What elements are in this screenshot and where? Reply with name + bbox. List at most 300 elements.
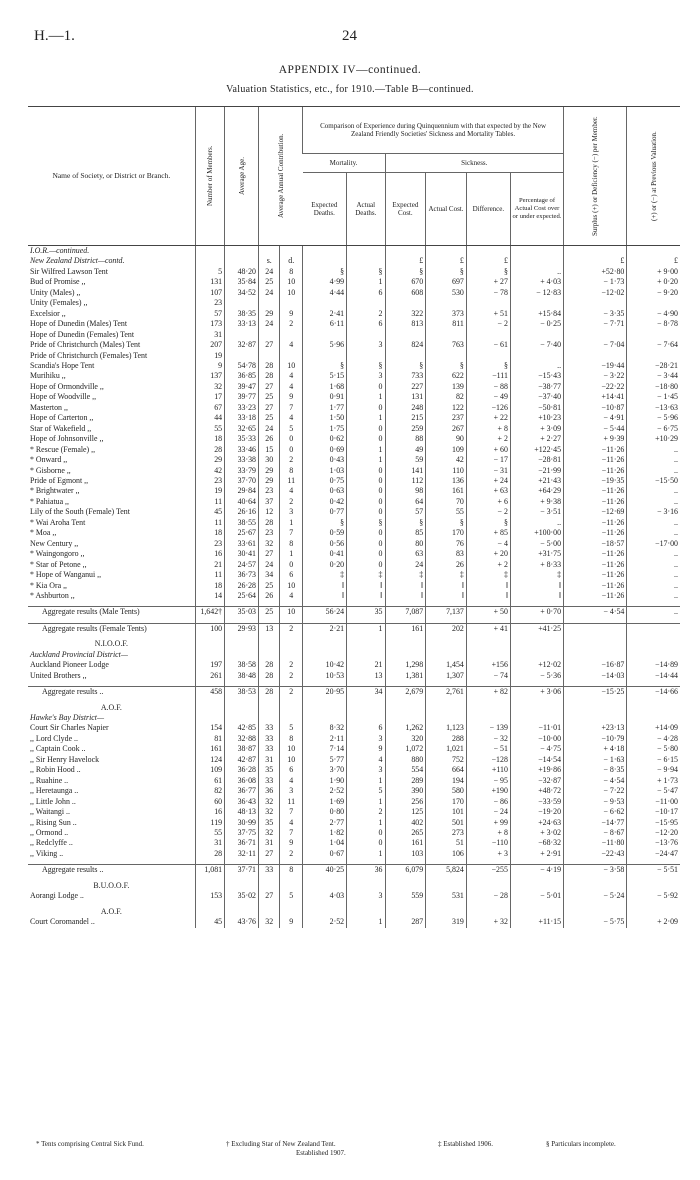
table-cell: +11·15 bbox=[510, 917, 563, 927]
table-cell: − 31 bbox=[466, 466, 510, 476]
table-cell: 38·58 bbox=[225, 660, 259, 670]
table-cell: 0 bbox=[347, 828, 385, 838]
table-cell: 9 bbox=[280, 309, 303, 319]
table-cell: + 6 bbox=[466, 497, 510, 507]
table-cell: 1 bbox=[347, 818, 385, 828]
table-cell: 33 bbox=[258, 865, 279, 876]
table-cell bbox=[303, 881, 347, 891]
table-cell: 4 bbox=[347, 755, 385, 765]
table-cell: 0 bbox=[347, 486, 385, 496]
table-cell bbox=[225, 298, 259, 308]
table-cell: 48·13 bbox=[225, 807, 259, 817]
header-previous: (+) or (−) at Previous Valuation. bbox=[627, 107, 680, 246]
table-cell bbox=[510, 246, 563, 257]
table-cell bbox=[627, 881, 680, 891]
table-row bbox=[28, 466, 680, 476]
table-cell: + 2·27 bbox=[510, 434, 563, 444]
table-row bbox=[28, 818, 680, 828]
table-cell: + 32 bbox=[466, 917, 510, 927]
table-cell: − 5·36 bbox=[510, 671, 563, 681]
table-row bbox=[28, 807, 680, 817]
table-cell: −13·76 bbox=[627, 838, 680, 848]
table-cell: 38·48 bbox=[225, 671, 259, 681]
table-cell: § bbox=[385, 518, 426, 528]
table-cell bbox=[466, 881, 510, 891]
table-cell: −11·00 bbox=[627, 797, 680, 807]
table-cell: 4·99 bbox=[303, 277, 347, 287]
table-cell: − 9·20 bbox=[627, 288, 680, 298]
table-cell: 0 bbox=[347, 382, 385, 392]
table-cell: − 74 bbox=[466, 671, 510, 681]
table-cell: 10 bbox=[280, 744, 303, 754]
table-cell: ‖ bbox=[466, 591, 510, 601]
header-contribution: Average Annual Contribution. bbox=[258, 107, 302, 246]
table-cell: 1·03 bbox=[303, 466, 347, 476]
table-cell: 161 bbox=[195, 744, 224, 754]
table-cell bbox=[466, 351, 510, 361]
table-cell: 531 bbox=[426, 891, 467, 901]
table-cell: − 32 bbox=[466, 734, 510, 744]
table-cell: 51 bbox=[426, 838, 467, 848]
table-cell: −50·81 bbox=[510, 403, 563, 413]
table-cell: 289 bbox=[385, 776, 426, 786]
table-cell: 34·52 bbox=[225, 288, 259, 298]
table-cell: +12·02 bbox=[510, 660, 563, 670]
table-cell: 5 bbox=[280, 723, 303, 733]
table-cell: 580 bbox=[426, 786, 467, 796]
table-cell: 23 bbox=[195, 298, 224, 308]
table-cell: − 1·63 bbox=[564, 755, 627, 765]
table-cell: 215 bbox=[385, 413, 426, 423]
table-cell: 81 bbox=[195, 734, 224, 744]
table-cell: − 49 bbox=[466, 392, 510, 402]
table-cell bbox=[385, 713, 426, 723]
table-cell: 29 bbox=[258, 466, 279, 476]
table-cell: 559 bbox=[385, 891, 426, 901]
table-cell: £ bbox=[564, 256, 627, 266]
row-label: Pride of Christchurch (Males) Tent bbox=[30, 340, 141, 350]
header-surplus: Surplus (+) or Deficiency (−) per Member. bbox=[564, 107, 627, 246]
table-cell: 5 bbox=[280, 891, 303, 901]
table-cell: 36·85 bbox=[225, 371, 259, 381]
table-cell bbox=[385, 351, 426, 361]
table-cell: 42·87 bbox=[225, 755, 259, 765]
table-cell bbox=[564, 650, 627, 660]
table-cell: 273 bbox=[426, 828, 467, 838]
table-cell: 0 bbox=[347, 434, 385, 444]
table-cell: + 2 bbox=[466, 434, 510, 444]
table-cell: § bbox=[466, 267, 510, 277]
table-cell: £ bbox=[627, 256, 680, 266]
header-name: Name of Society, or District or Branch. bbox=[28, 107, 195, 246]
table-cell: 35·84 bbox=[225, 277, 259, 287]
table-cell bbox=[510, 330, 563, 340]
table-cell: .. bbox=[627, 591, 680, 601]
table-cell: 25·67 bbox=[225, 528, 259, 538]
table-cell: − 6·62 bbox=[564, 807, 627, 817]
table-cell: § bbox=[426, 518, 467, 528]
table-row bbox=[28, 723, 680, 733]
table-cell: 33·13 bbox=[225, 319, 259, 329]
table-cell: 37·71 bbox=[225, 865, 259, 876]
row-label: Hope of Dunedin (Males) Tent bbox=[30, 319, 128, 329]
table-cell: −11·26 bbox=[564, 455, 627, 465]
row-label: Unity (Females) ,, bbox=[30, 298, 88, 308]
table-row bbox=[28, 382, 680, 392]
table-cell: 0·62 bbox=[303, 434, 347, 444]
table-cell: 4 bbox=[280, 776, 303, 786]
table-cell: 752 bbox=[426, 755, 467, 765]
table-cell: 1·82 bbox=[303, 828, 347, 838]
table-cell: 2 bbox=[280, 671, 303, 681]
table-cell: 4 bbox=[280, 382, 303, 392]
table-cell: 0 bbox=[280, 560, 303, 570]
table-cell: 0·67 bbox=[303, 849, 347, 859]
table-cell: 227 bbox=[385, 382, 426, 392]
table-cell: 29 bbox=[258, 476, 279, 486]
table-cell: 608 bbox=[385, 288, 426, 298]
row-label: ,, Waitangi .. bbox=[30, 807, 70, 817]
table-cell: 1,454 bbox=[426, 660, 467, 670]
table-cell: 33·79 bbox=[225, 466, 259, 476]
table-cell bbox=[280, 907, 303, 917]
table-cell: 0·41 bbox=[303, 549, 347, 559]
table-cell: −10·87 bbox=[564, 403, 627, 413]
table-cell: 33 bbox=[258, 734, 279, 744]
table-cell: − 8·67 bbox=[564, 828, 627, 838]
table-cell: 8 bbox=[280, 539, 303, 549]
table-cell: 25 bbox=[258, 581, 279, 591]
table-cell: 554 bbox=[385, 765, 426, 775]
table-cell: .. bbox=[627, 528, 680, 538]
table-cell: 733 bbox=[385, 371, 426, 381]
table-row bbox=[28, 570, 680, 580]
table-cell: 43·76 bbox=[225, 917, 259, 927]
table-cell: 1·77 bbox=[303, 403, 347, 413]
table-cell: 1,262 bbox=[385, 723, 426, 733]
table-cell: 13 bbox=[347, 671, 385, 681]
table-cell: − 5·51 bbox=[627, 865, 680, 876]
table-cell: § bbox=[466, 361, 510, 371]
table-cell: ‡ bbox=[426, 570, 467, 580]
table-cell: 0 bbox=[280, 445, 303, 455]
table-cell: 824 bbox=[385, 340, 426, 350]
table-cell: 2 bbox=[280, 849, 303, 859]
table-cell: 2,679 bbox=[385, 687, 426, 698]
table-cell: 2·11 bbox=[303, 734, 347, 744]
table-row bbox=[28, 539, 680, 549]
table-cell: .. bbox=[627, 445, 680, 455]
row-label: Aggregate results .. bbox=[28, 865, 195, 876]
table-cell bbox=[258, 351, 279, 361]
row-label: Aorangi Lodge .. bbox=[30, 891, 84, 901]
table-cell: −15·95 bbox=[627, 818, 680, 828]
table-cell: + 3·09 bbox=[510, 424, 563, 434]
row-label: Pride of Egmont ,, bbox=[30, 475, 89, 485]
table-cell: + 27 bbox=[466, 277, 510, 287]
table-cell: − 5·01 bbox=[510, 891, 563, 901]
table-cell: −111 bbox=[466, 371, 510, 381]
row-label: * Pahiatua ,, bbox=[30, 496, 70, 506]
table-cell: 82 bbox=[195, 786, 224, 796]
table-cell: 27 bbox=[258, 382, 279, 392]
table-cell: 0·56 bbox=[303, 539, 347, 549]
table-cell: 36·71 bbox=[225, 838, 259, 848]
table-cell: 3 bbox=[280, 507, 303, 517]
table-row bbox=[28, 744, 680, 754]
header-expected-deaths: Expected Deaths. bbox=[303, 173, 347, 246]
table-cell bbox=[195, 881, 224, 891]
table-cell: 8 bbox=[280, 466, 303, 476]
table-cell: 0 bbox=[347, 549, 385, 559]
table-row bbox=[28, 891, 680, 901]
table-cell bbox=[627, 298, 680, 308]
table-cell: 3 bbox=[347, 765, 385, 775]
table-cell bbox=[466, 650, 510, 660]
table-row bbox=[28, 639, 680, 649]
table-cell: 44 bbox=[195, 413, 224, 423]
table-cell: 5·15 bbox=[303, 371, 347, 381]
table-cell: d. bbox=[280, 256, 303, 266]
row-label bbox=[28, 246, 195, 257]
table-cell: − 5·44 bbox=[564, 424, 627, 434]
row-label: ,, Viking .. bbox=[30, 848, 64, 858]
table-cell bbox=[510, 907, 563, 917]
table-cell: − 3·58 bbox=[564, 865, 627, 876]
table-cell bbox=[510, 298, 563, 308]
row-label: ,, Ormond .. bbox=[30, 828, 69, 838]
table-cell: − 6·15 bbox=[627, 755, 680, 765]
table-cell: −28·21 bbox=[627, 361, 680, 371]
table-cell: 194 bbox=[426, 776, 467, 786]
table-cell: 40·64 bbox=[225, 497, 259, 507]
footnote-dagger: † Excluding Star of New Zealand Tent. bbox=[226, 1140, 336, 1148]
table-cell: 11 bbox=[195, 570, 224, 580]
table-cell: +14·41 bbox=[564, 392, 627, 402]
row-label: B.U.O.O.F. bbox=[93, 880, 130, 890]
table-cell: 101 bbox=[426, 807, 467, 817]
table-cell: 3 bbox=[347, 891, 385, 901]
table-cell: 35 bbox=[258, 765, 279, 775]
table-cell: 45 bbox=[195, 917, 224, 927]
table-cell: § bbox=[426, 267, 467, 277]
table-row bbox=[28, 445, 680, 455]
row-label: A.O.F. bbox=[100, 702, 122, 712]
table-cell: + 0·70 bbox=[510, 607, 563, 618]
table-cell: 33 bbox=[258, 723, 279, 733]
table-cell: 38·55 bbox=[225, 518, 259, 528]
table-cell: −11·26 bbox=[564, 570, 627, 580]
table-cell: 40·25 bbox=[303, 865, 347, 876]
table-cell: + 8·33 bbox=[510, 560, 563, 570]
table-cell: £ bbox=[426, 256, 467, 266]
row-label-text: Auckland Provincial District— bbox=[30, 649, 128, 659]
table-cell: 1,021 bbox=[426, 744, 467, 754]
table-cell: 1·75 bbox=[303, 424, 347, 434]
table-cell: − 4 bbox=[466, 539, 510, 549]
table-cell: 36 bbox=[347, 865, 385, 876]
table-cell: +48·72 bbox=[510, 786, 563, 796]
table-cell: − 9·53 bbox=[564, 797, 627, 807]
table-cell: 29·93 bbox=[225, 623, 259, 634]
table-cell: 9 bbox=[195, 361, 224, 371]
appendix-title: APPENDIX IV—continued. bbox=[278, 64, 422, 76]
table-cell: − 4·90 bbox=[627, 309, 680, 319]
table-cell: 107 bbox=[195, 288, 224, 298]
table-row bbox=[28, 413, 680, 423]
table-cell bbox=[510, 256, 563, 266]
table-cell: 3 bbox=[347, 734, 385, 744]
table-cell: 5 bbox=[280, 424, 303, 434]
table-cell: 88 bbox=[385, 434, 426, 444]
table-cell bbox=[347, 256, 385, 266]
row-label bbox=[28, 256, 195, 266]
table-cell bbox=[303, 650, 347, 660]
table-cell: 12 bbox=[258, 507, 279, 517]
table-cell: 0 bbox=[347, 476, 385, 486]
table-row bbox=[28, 650, 680, 660]
row-label: Aggregate results (Female Tents) bbox=[28, 623, 195, 634]
table-cell: 4·03 bbox=[303, 891, 347, 901]
table-cell: ‖ bbox=[347, 591, 385, 601]
table-cell: − 5·75 bbox=[564, 917, 627, 927]
table-cell: 32 bbox=[195, 382, 224, 392]
table-cell: 31 bbox=[258, 755, 279, 765]
table-row bbox=[28, 776, 680, 786]
table-cell bbox=[627, 713, 680, 723]
table-cell bbox=[347, 351, 385, 361]
row-label: Hope of Carterton ,, bbox=[30, 413, 94, 423]
table-cell: 82 bbox=[426, 392, 467, 402]
table-cell: 161 bbox=[385, 838, 426, 848]
table-cell: 9 bbox=[280, 838, 303, 848]
row-label-text: New Zealand District—contd. bbox=[30, 256, 125, 266]
table-cell bbox=[280, 639, 303, 649]
table-cell: + 4·03 bbox=[510, 277, 563, 287]
table-cell: 2 bbox=[280, 497, 303, 507]
table-cell: 1,123 bbox=[426, 723, 467, 733]
table-cell: 26·28 bbox=[225, 581, 259, 591]
table-cell: −14·77 bbox=[564, 818, 627, 828]
table-cell: 33·46 bbox=[225, 445, 259, 455]
table-cell: 67 bbox=[195, 403, 224, 413]
table-cell: 6 bbox=[347, 288, 385, 298]
table-row bbox=[28, 330, 680, 340]
table-cell: £ bbox=[385, 256, 426, 266]
table-cell: 0 bbox=[280, 434, 303, 444]
table-cell: 880 bbox=[385, 755, 426, 765]
table-cell: −12·69 bbox=[564, 507, 627, 517]
row-label: A.O.F. bbox=[100, 906, 122, 916]
table-cell: 0 bbox=[347, 424, 385, 434]
table-row bbox=[28, 786, 680, 796]
table-cell: 1 bbox=[347, 445, 385, 455]
table-cell bbox=[258, 650, 279, 660]
table-cell: 4·44 bbox=[303, 288, 347, 298]
table-cell: 30·41 bbox=[225, 549, 259, 559]
table-cell: 7 bbox=[280, 828, 303, 838]
table-cell: 153 bbox=[195, 891, 224, 901]
table-cell: −15·43 bbox=[510, 371, 563, 381]
table-cell: 59 bbox=[385, 455, 426, 465]
table-cell bbox=[510, 713, 563, 723]
table-cell: +23·13 bbox=[564, 723, 627, 733]
table-row bbox=[28, 755, 680, 765]
table-cell: 35 bbox=[347, 607, 385, 618]
table-cell: − 1·73 bbox=[564, 277, 627, 287]
table-cell: + 3·02 bbox=[510, 828, 563, 838]
table-cell: −19·20 bbox=[510, 807, 563, 817]
table-cell: 5,824 bbox=[426, 865, 467, 876]
table-cell: − 4·91 bbox=[564, 413, 627, 423]
table-cell bbox=[627, 351, 680, 361]
table-cell bbox=[280, 298, 303, 308]
table-row bbox=[28, 865, 680, 876]
table-cell: 55 bbox=[195, 424, 224, 434]
table-cell: 15 bbox=[258, 445, 279, 455]
table-cell: +190 bbox=[466, 786, 510, 796]
table-cell: § bbox=[303, 518, 347, 528]
table-cell: − 4·28 bbox=[627, 734, 680, 744]
table-cell: 25 bbox=[258, 607, 279, 618]
row-label-text: I.O.R.—continued. bbox=[30, 246, 90, 255]
table-cell: 131 bbox=[385, 392, 426, 402]
table-cell: 29 bbox=[258, 309, 279, 319]
table-cell: 36·08 bbox=[225, 776, 259, 786]
table-cell: − 4·19 bbox=[510, 865, 563, 876]
table-cell: 21 bbox=[195, 560, 224, 570]
table-cell bbox=[385, 703, 426, 713]
table-cell bbox=[385, 246, 426, 257]
table-cell: 1·69 bbox=[303, 797, 347, 807]
table-cell: −15·50 bbox=[627, 476, 680, 486]
table-cell: −14·66 bbox=[627, 687, 680, 698]
table-cell bbox=[258, 246, 279, 257]
table-cell: 10·42 bbox=[303, 660, 347, 670]
table-cell bbox=[466, 703, 510, 713]
table-cell bbox=[426, 907, 467, 917]
table-cell: 39·47 bbox=[225, 382, 259, 392]
row-label: * Hope of Wanganui ,, bbox=[30, 570, 102, 580]
table-cell: 390 bbox=[385, 786, 426, 796]
table-cell: 136 bbox=[426, 476, 467, 486]
table-cell: −128 bbox=[466, 755, 510, 765]
table-cell bbox=[564, 298, 627, 308]
table-cell: § bbox=[466, 518, 510, 528]
table-cell: +24·63 bbox=[510, 818, 563, 828]
table-cell: 7,087 bbox=[385, 607, 426, 618]
table-cell: 8 bbox=[280, 267, 303, 277]
table-row bbox=[28, 828, 680, 838]
table-cell: 42·85 bbox=[225, 723, 259, 733]
table-cell bbox=[564, 907, 627, 917]
table-cell bbox=[564, 351, 627, 361]
table-cell bbox=[258, 298, 279, 308]
row-label: Auckland Pioneer Lodge bbox=[30, 660, 109, 670]
table-cell: −11·26 bbox=[564, 486, 627, 496]
table-cell bbox=[466, 713, 510, 723]
table-cell: 1 bbox=[347, 392, 385, 402]
table-cell: 29·84 bbox=[225, 486, 259, 496]
table-cell: −255 bbox=[466, 865, 510, 876]
table-cell: 3 bbox=[280, 786, 303, 796]
table-cell: ‖ bbox=[385, 591, 426, 601]
table-row bbox=[28, 660, 680, 670]
table-cell: 501 bbox=[426, 818, 467, 828]
table-cell: 18 bbox=[195, 434, 224, 444]
table-row bbox=[28, 298, 680, 308]
table-cell bbox=[225, 639, 259, 649]
